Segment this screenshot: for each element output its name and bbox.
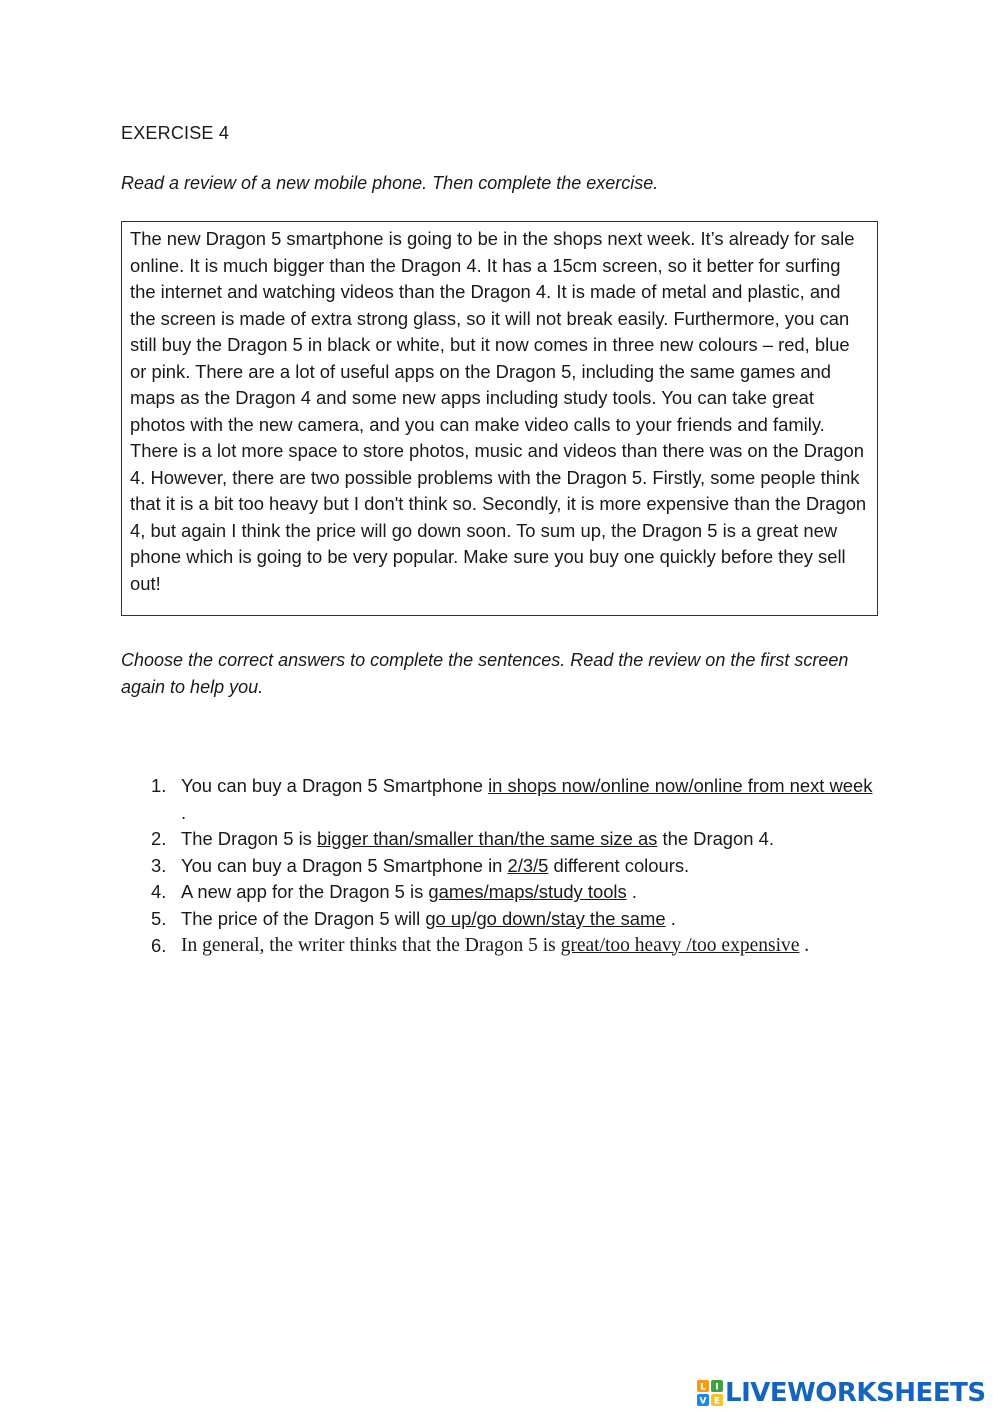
exercise-title: EXERCISE 4: [121, 123, 230, 143]
review-box: [121, 221, 878, 616]
question-list: [151, 773, 881, 959]
question-tail: .: [665, 907, 676, 929]
question-text: You can buy a Dragon 5 Smartphone: [181, 775, 489, 796]
liveworksheets-wordmark: LIVEWORKSHEETS: [725, 1378, 986, 1408]
answer-options[interactable]: go up/go down/stay the same: [425, 907, 666, 929]
answer-options[interactable]: games/maps/study tools: [428, 881, 627, 903]
svg-text:E: E: [713, 1396, 721, 1406]
question-tail: .: [181, 801, 187, 823]
answer-options[interactable]: great/too heavy /too expensive: [560, 934, 800, 956]
question-number: 2.: [151, 828, 167, 850]
svg-text:I: I: [715, 1382, 719, 1393]
question-number: 3.: [151, 854, 167, 876]
answer-options[interactable]: in shops now/online now/online from next week: [488, 775, 873, 796]
question-item: [151, 853, 881, 880]
question-number: 1.: [151, 775, 167, 796]
answer-options[interactable]: 2/3/5: [507, 854, 549, 876]
question-tail: .: [799, 934, 810, 956]
question-number: 6.: [151, 934, 167, 956]
question-item: [151, 933, 881, 960]
answer-options[interactable]: bigger than/smaller than/the same size as: [316, 828, 658, 850]
svg-text:V: V: [699, 1396, 707, 1406]
question-text: The price of the Dragon 5 will: [181, 907, 426, 929]
question-item: [151, 906, 881, 933]
question-item: [151, 773, 881, 826]
question-item: [151, 879, 881, 906]
liveworksheets-mark-icon: [697, 1380, 723, 1406]
question-tail: different colours.: [548, 854, 690, 876]
question-text: The Dragon 5 is: [181, 828, 317, 850]
review-text: The new Dragon 5 smartphone is going to be in the shops next week. It’s already for sale online. It is much bigger than the Dragon 4. It has a 15cm screen, so it better for surfing the internet and watching videos than the Dragon 4. It is made of metal and plastic, and the screen is made of extra strong glass, so it will not break easily. Furthermore, you can still buy the Dragon 5 in black or white, but it now comes in three new colours – red, blue or pink. There are a lot of useful apps on the Dragon 5, including the same games and maps as the Dragon 4 and some new apps including study tools. You can take great photos with the new camera, and you can make video calls to your friends and family. There is a lot more space to store photos, music and videos than there was on the Dragon 4. However, there are two possible problems with the Dragon 5. Firstly, some people think that it is a bit too heavy but I don't think so. Secondly, it is more expensive than the Dragon 4, but again I think the price will go down soon. To sum up, the Dragon 5 is a great new phone which is going to be very popular. Make sure you buy one quickly before they sell out!: [130, 228, 867, 594]
question-number: 4.: [151, 881, 167, 903]
question-tail: .: [626, 881, 637, 903]
liveworksheets-logo: [697, 1378, 986, 1408]
question-text: A new app for the Dragon 5 is: [181, 881, 429, 903]
exercise-instruction-2: Choose the correct answers to complete the sentences. Read the review on the first screen again to help you.: [121, 650, 849, 697]
question-text: In general, the writer thinks that the Dragon 5 is: [181, 934, 561, 956]
exercise-instruction: Read a review of a new mobile phone. Then complete the exercise.: [121, 173, 659, 193]
svg-text:L: L: [700, 1382, 706, 1393]
question-text: You can buy a Dragon 5 Smartphone in: [181, 854, 508, 876]
question-item: [151, 826, 881, 853]
question-number: 5.: [151, 907, 167, 929]
question-tail: the Dragon 4.: [657, 828, 774, 850]
